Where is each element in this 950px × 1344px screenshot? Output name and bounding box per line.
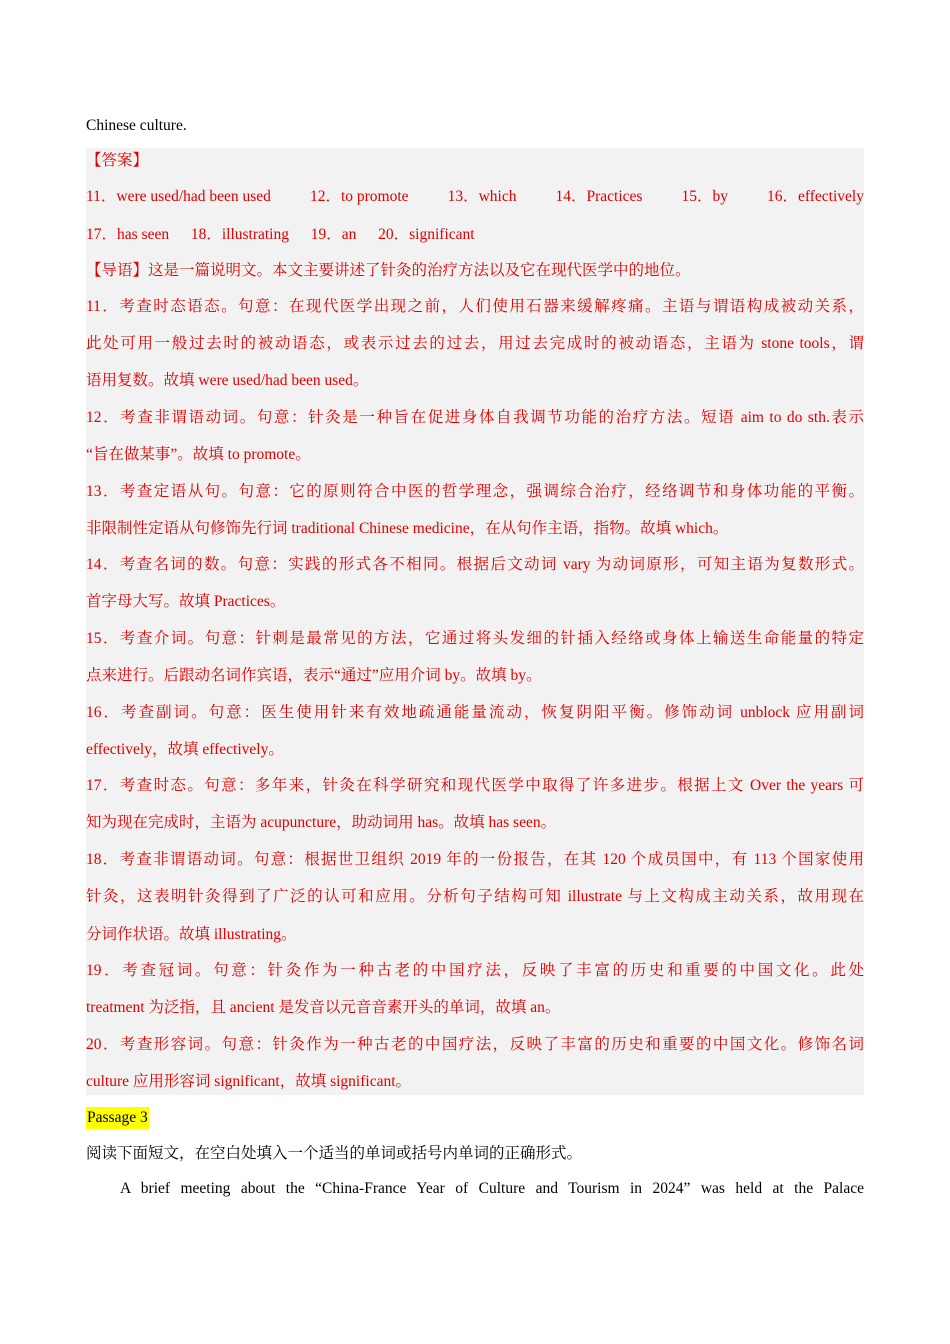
top-line: Chinese culture. — [86, 117, 187, 134]
explanation-line: 分词作状语。故填 illustrating。 — [86, 926, 297, 943]
explanation-line: 11．考查时态语态。句意：在现代医学出现之前，人们使用石器来缓解疼痛。主语与谓语构成被动关系， — [86, 298, 864, 315]
answer-item: 16．effectively — [766, 188, 864, 205]
answer-item: 19．an — [310, 226, 357, 243]
explanation-line: 针灸，这表明针灸得到了广泛的认可和应用。分析句子结构可知 illustrate 与上文构成主动关系，故用现在 — [86, 888, 864, 905]
explanation-line: “旨在做某事”。故填 to promote。 — [86, 446, 311, 463]
answer-item: 15．by — [681, 188, 728, 205]
explanation-line: effectively，故填 effectively。 — [86, 741, 284, 758]
explanation-line: 18．考查非谓语动词。句意：根据世卫组织 2019 年的一份报告，在其 120 个成员国中，有 113 个国家使用 — [86, 851, 864, 868]
answers-row-2 — [86, 224, 864, 246]
answer-item: 20．significant — [378, 226, 475, 243]
instruction-text: 阅读下面短文，在空白处填入一个适当的单词或括号内单词的正确形式。 — [86, 1145, 583, 1162]
answer-item: 13．which — [447, 188, 517, 205]
passage-label: Passage 3 — [86, 1107, 149, 1129]
answers-row-1 — [86, 186, 864, 208]
answer-item: 18．illustrating — [190, 226, 289, 243]
explanation-line: 14．考查名词的数。句意：实践的形式各不相同。根据后文动词 vary 为动词原形，可知主语为复数形式。 — [86, 556, 864, 573]
explanation-line: treatment 为泛指，且 ancient 是发音以元音音素开头的单词，故填 an。 — [86, 999, 561, 1016]
guide-text: 【导语】这是一篇说明文。本文主要讲述了针灸的治疗方法以及它在现代医学中的地位。 — [86, 262, 691, 279]
explanation-line: 此处可用一般过去时的被动语态，或表示过去的过去，用过去完成时的被动语态，主语为 stone tools，谓 — [86, 335, 864, 352]
explanation-line: 语用复数。故填 were used/had been used。 — [86, 372, 369, 389]
explanation-line: 16．考查副词。句意：医生使用针来有效地疏通能量流动，恢复阴阳平衡。修饰动词 unblock 应用副词 — [86, 704, 864, 721]
explanation-line: 非限制性定语从句修饰先行词 traditional Chinese medicine，在从句作主语，指物。故填 which。 — [86, 520, 729, 537]
explanation-line: 19．考查冠词。句意：针灸作为一种古老的中国疗法，反映了丰富的历史和重要的中国文化。此处 — [86, 962, 864, 979]
explanation-line: culture 应用形容词 significant，故填 significant。 — [86, 1073, 412, 1090]
answer-item: 11．were used/had been used — [86, 188, 271, 205]
explanation-line: 15．考查介词。句意：针刺是最常见的方法，它通过将头发细的针插入经络或身体上输送生命能量的特定 — [86, 630, 864, 647]
answer-item: 14．Practices — [555, 188, 643, 205]
answer-item: 12．to promote — [309, 188, 409, 205]
answer-item: 17．has seen — [86, 226, 170, 243]
explanation-line: 17．考查时态。句意：多年来，针灸在科学研究和现代医学中取得了许多进步。根据上文 Over the years 可 — [86, 777, 864, 794]
explanation-line: 点来进行。后跟动名词作宾语，表示“通过”应用介词 by。故填 by。 — [86, 667, 542, 684]
explanation-line: 13．考查定语从句。句意：它的原则符合中医的哲学理念，强调综合治疗，经络调节和身体功能的平衡。 — [86, 483, 864, 500]
explanation-line: 12．考查非谓语动词。句意：针灸是一种旨在促进身体自我调节功能的治疗方法。短语 aim to do sth.表示 — [86, 409, 864, 426]
answer-section — [86, 148, 864, 1095]
answer-label: 【答案】 — [86, 152, 149, 169]
explanation-line: 首字母大写。故填 Practices。 — [86, 593, 286, 610]
explanation-line: 20．考查形容词。句意：针灸作为一种古老的中国疗法，反映了丰富的历史和重要的中国文化。修饰名词 — [86, 1036, 864, 1053]
passage-text: A brief meeting about the “China-France Year of Culture and Tourism in 2024” was held at the Palace — [120, 1180, 864, 1197]
explanation-line: 知为现在完成时，主语为 acupuncture，助动词用 has。故填 has seen。 — [86, 814, 557, 831]
